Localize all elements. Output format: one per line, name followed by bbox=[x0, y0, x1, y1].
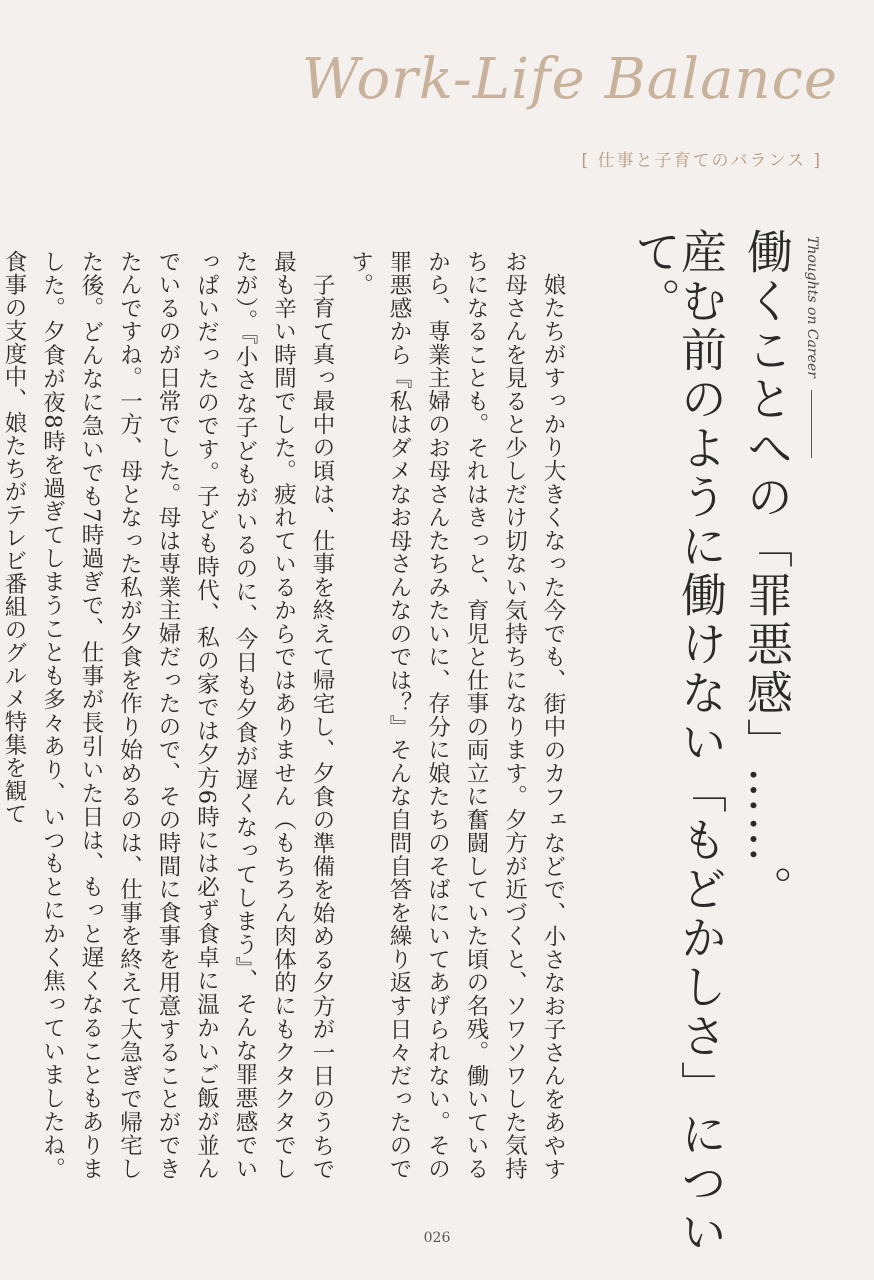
body-text bbox=[0, 250, 572, 1180]
body-paragraph-1: 娘たちがすっかり大きくなった今でも、街中のカフェなどで、小さなお子さんをあやすお母さんを見ると少しだけ切ない気持ちになります。夕方が近づくと、ソワソワした気持ちになることも。それはきっと、育児と仕事の両立に奮闘していた頃の名残。働いているから、専業主婦のお母さんたちみたいに、存分に娘たちのそばにいてあげられない。その罪悪感から『私はダメなお母さんなのでは？』そんな自問自答を繰り返す日々だったのです。 bbox=[347, 250, 566, 1180]
kicker-rule bbox=[811, 390, 812, 458]
headline-line-1: 働くことへの「罪悪感」……。 bbox=[740, 228, 794, 914]
section-subtitle: [ 仕事と子育てのバランス ] bbox=[581, 151, 822, 171]
kicker-label: Thoughts on Career bbox=[804, 236, 820, 378]
headline-line-2: 産む前のように働けない「もどかしさ」について。 bbox=[628, 228, 728, 1257]
body-paragraph-2: 子育て真っ最中の頃は、仕事を終えて帰宅し、夕食の準備を始める夕方が一日のうちで最も辛い時間でした。疲れているからではありません（もちろん肉体的にもクタクタでしたが）。『小さな子どもがいるのに、今日も夕食が遅くなってしまう』、そんな罪悪感でいっぱいだったのです。子ども時代、私の家では夕方6時には必ず食卓に温かいご飯が並んでいるのが日常でした。母は専業主婦だったので、その時間に食事を用意することができたんですね。一方、母となった私が夕食を作り始めるのは、仕事を終えて大急ぎで帰宅した後。どんなに急いでも7時過ぎで、仕事が長引いた日は、もっと遅くなることもありました。夕食が夜8時を過ぎてしまうことも多々あり、いつもとにかく焦っていましたね。食事の支度中、娘たちがテレビ番組のグルメ特集を観て bbox=[1, 250, 335, 1180]
page-number: 026 bbox=[423, 1230, 451, 1246]
section-title: Work-Life Balance bbox=[301, 47, 838, 112]
